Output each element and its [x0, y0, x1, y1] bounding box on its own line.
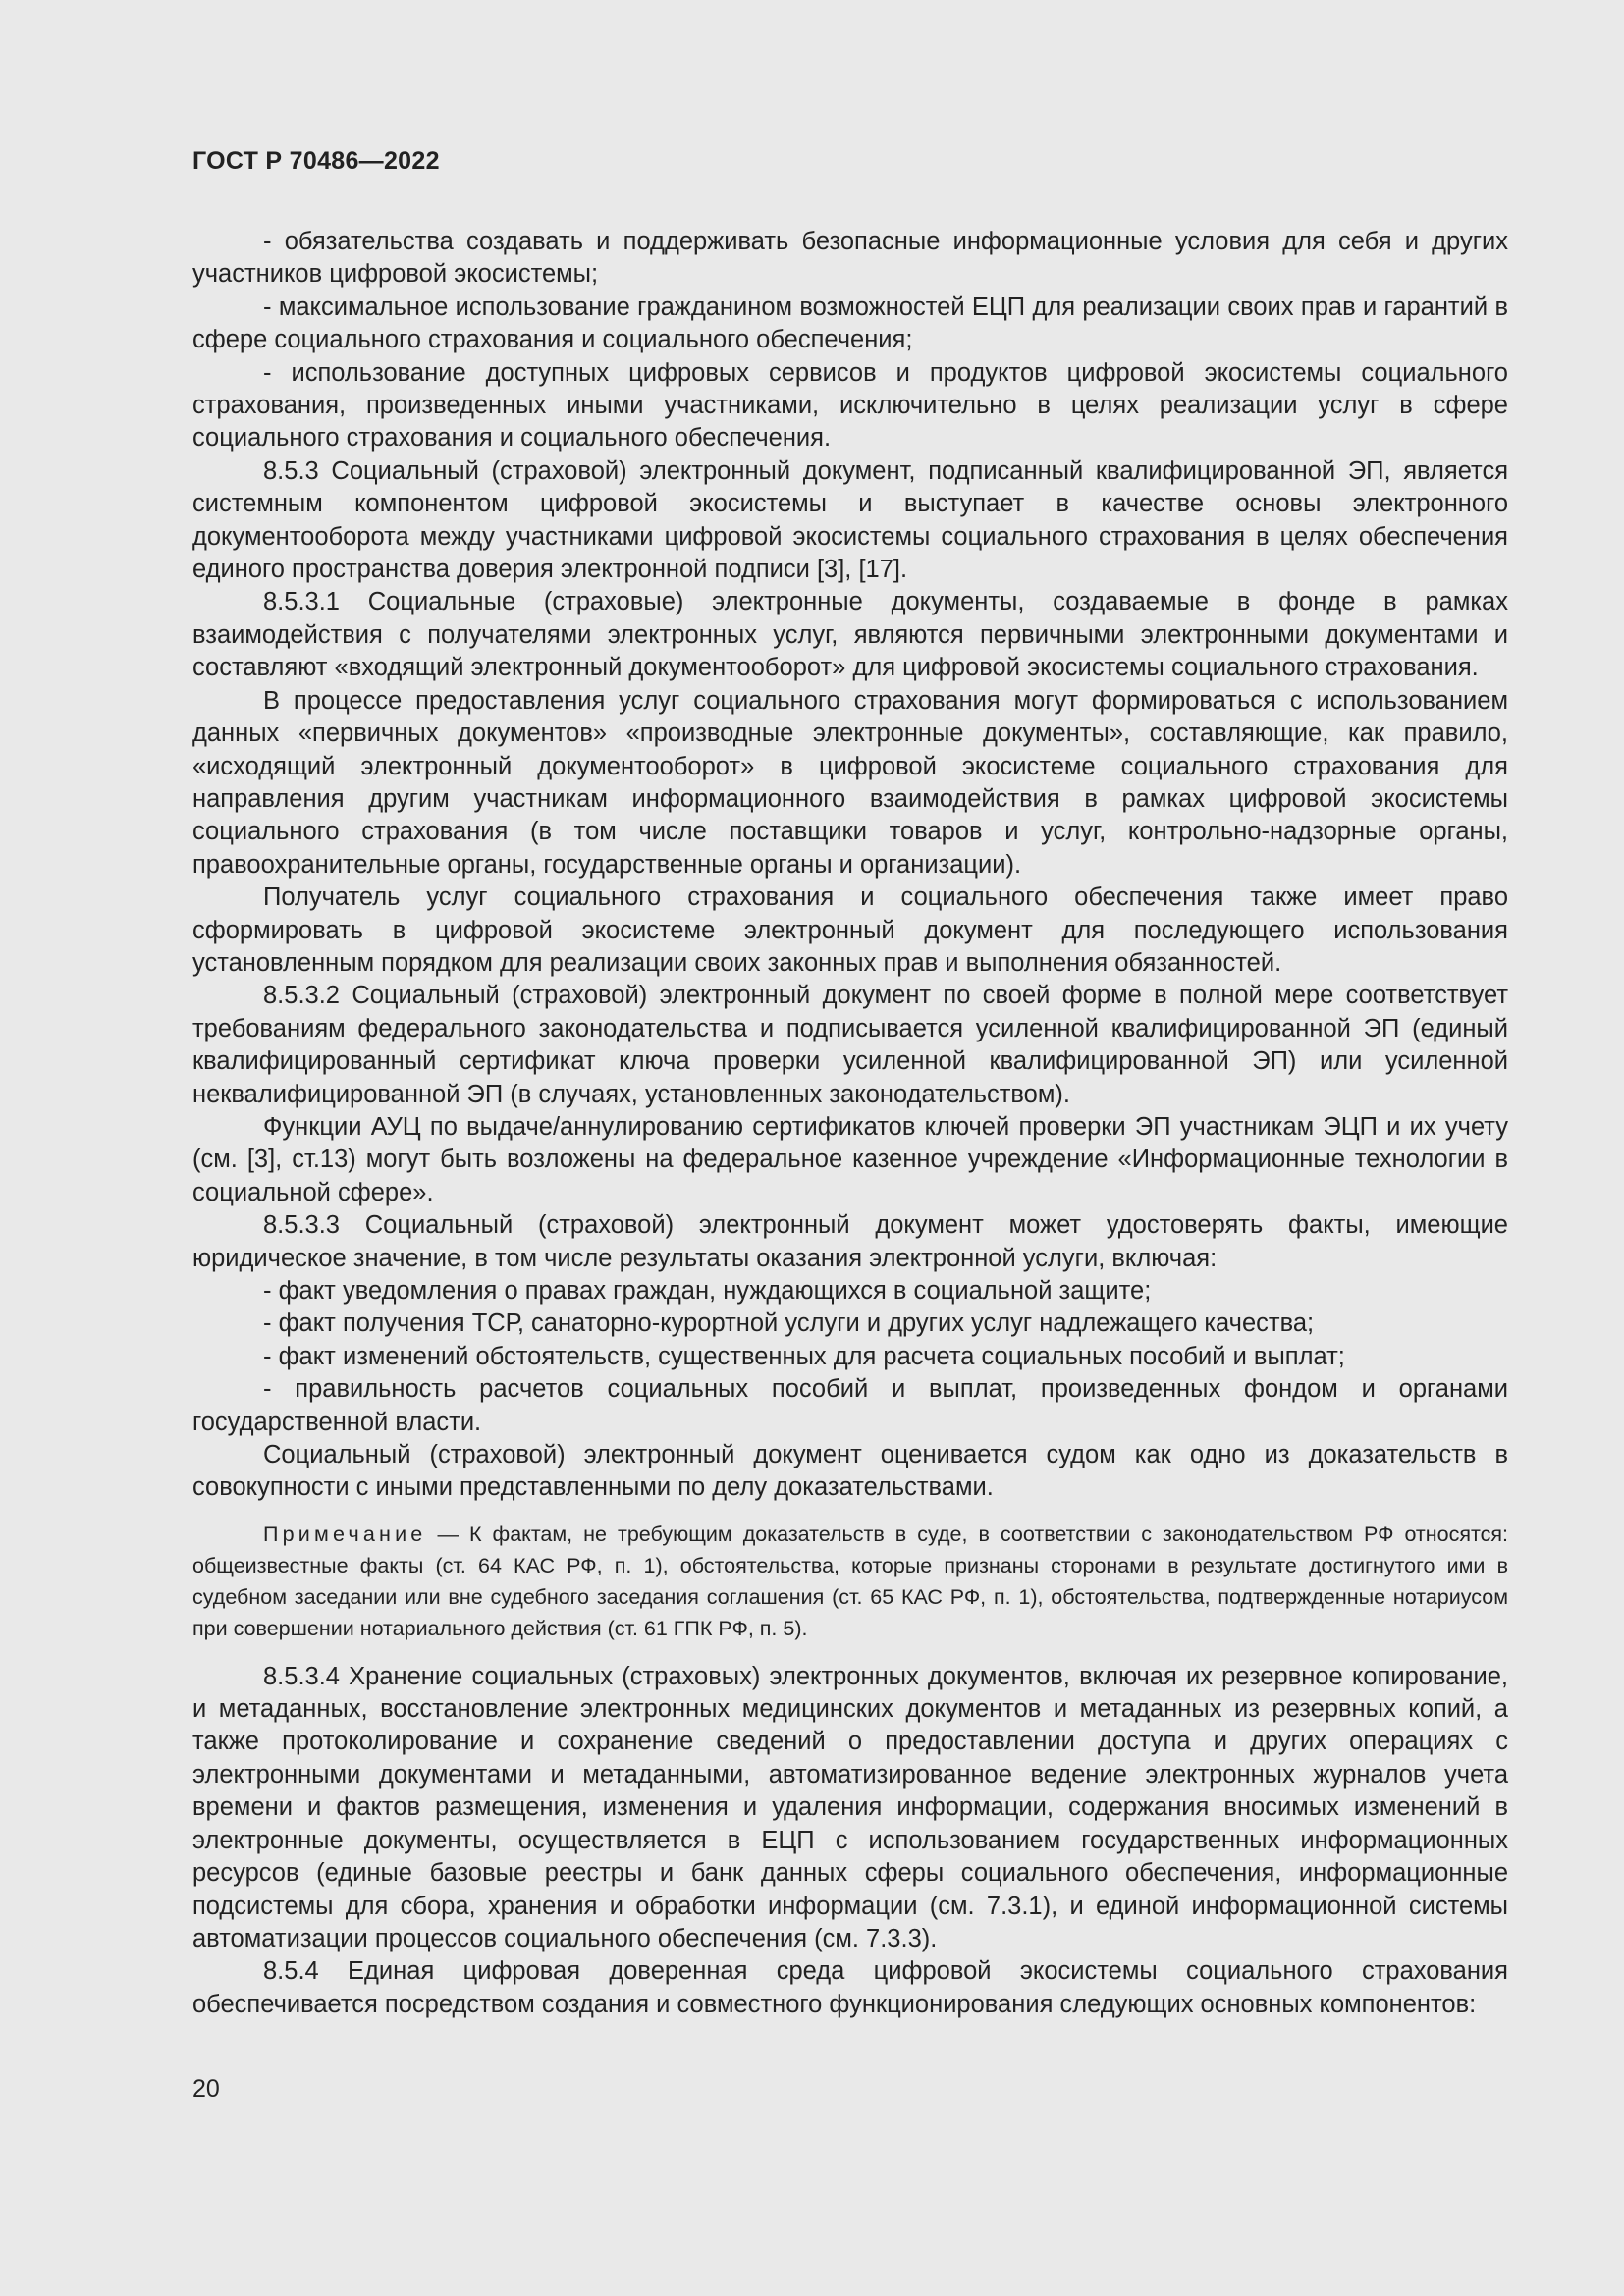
paragraph-8-5-3: 8.5.3 Социальный (страховой) электронный документ, подписанный квалифицированной ЭП, является системным компонентом цифровой экосистемы и выступает в качестве основы электронного документооборота между участниками цифровой экосистемы социального страхования в целях обеспечения единого пространства доверия электронной подписи [3], [17]. [192, 456, 1508, 584]
paragraph-8-5-3-3: 8.5.3.3 Социальный (страховой) электронный документ может удостоверять факты, имеющие юридическое значение, в том числе результаты оказания электронной услуги, включая: [192, 1211, 1508, 1272]
paragraph-derived-documents: В процессе предоставления услуг социального страхования могут формироваться с использованием данных «первичных документов» «производные электронные документы», составляющие, как правило, «исходящий электронный документооборот» в цифровой экосистеме социального страхования для направления другим участникам информационного взаимодействия в рамках цифровой экосистемы социального страхования (в том числе поставщики товаров и услуг, контрольно-надзорные органы, правоохранительные органы, государственные органы и организации). [192, 686, 1508, 879]
paragraph-bullet-notification: - факт уведомления о правах граждан, нуждающихся в социальной защите; [263, 1277, 1152, 1305]
paragraph-bullet-circumstances: - факт изменений обстоятельств, существенных для расчета социальных пособий и выплат; [263, 1342, 1345, 1370]
paragraph-bullet-digital-services: - использование доступных цифровых сервисов и продуктов цифровой экосистемы социального страхования, произведенных иными участниками, исключительно в целях реализации услуг в сфере социального страхования и социального обеспечения. [192, 358, 1508, 453]
paragraph-8-5-4: 8.5.4 Единая цифровая доверенная среда цифровой экосистемы социального страхования обеспечивается посредством создания и совместного функционирования следующих основных компонентов: [192, 1957, 1508, 2018]
paragraph-8-5-3-1: 8.5.3.1 Социальные (страховые) электронные документы, создаваемые в фонде в рамках взаимодействия с получателями электронных услуг, являются первичными электронными документами и составляют «входящий электронный документооборот» для цифровой экосистемы социального страхования. [192, 588, 1508, 682]
paragraph-auc-functions: Функции АУЦ по выдаче/аннулированию сертификатов ключей проверки ЭП участникам ЭЦП и их учету (см. [3], ст.13) могут быть возложены на федеральное казенное учреждение «Информационные технологии в социальной сфере». [192, 1112, 1508, 1206]
document-body [192, 226, 1508, 2021]
paragraph-bullet-max-use: - максимальное использование гражданином возможностей ЕЦП для реализации своих прав и гарантий в сфере социального страхования и социального обеспечения; [192, 293, 1508, 354]
note-label: Примечание [263, 1522, 427, 1546]
paragraph-recipient-rights: Получатель услуг социального страхования и социального обеспечения также имеет право сформировать в цифровой экосистеме электронный документ для последующего использования установленным порядком для реализации своих законных прав и выполнения обязанностей. [192, 883, 1508, 977]
document-header-code: ГОСТ Р 70486—2022 [192, 147, 440, 175]
paragraph-8-5-3-2: 8.5.3.2 Социальный (страховой) электронный документ по своей форме в полной мере соответствует требованиям федерального законодательства и подписывается усиленной квалифицированной ЭП (единый квалифицированный сертификат ключа проверки усиленной квалифицированной ЭП) или усиленной неквалифицированной ЭП (в случаях, установленных законодательством). [192, 982, 1508, 1108]
paragraph-bullet-obligations: - обязательства создавать и поддерживать безопасные информационные условия для себя и других участников цифровой экосистемы; [192, 228, 1508, 289]
page-number: 20 [192, 2075, 220, 2103]
paragraph-bullet-calculations: - правильность расчетов социальных пособий и выплат, произведенных фондом и органами государственной власти. [192, 1375, 1508, 1436]
note-text: — К фактам, не требующим доказательств в суде, в соответствии с законодательством РФ относятся: общеизвестные факты (ст. 64 КАС РФ, п. 1), обстоятельства, которые признаны сторонами в результате достигнутого ими в судебном заседании или вне судебного заседания соглашения (ст. 65 КАС РФ, п. 1), обстоятельства, подтвержденные нотариусом при совершении нотариального действия (ст. 61 ГПК РФ, п. 5). [192, 1522, 1508, 1641]
note-block [192, 1519, 1508, 1645]
paragraph-bullet-tsr: - факт получения ТСР, санаторно-курортной услуги и других услуг надлежащего качества; [263, 1309, 1315, 1338]
paragraph-court-evidence: Социальный (страховой) электронный документ оценивается судом как одно из доказательств в совокупности с иными представленными по делу доказательствами. [192, 1441, 1508, 1502]
paragraph-8-5-3-4: 8.5.3.4 Хранение социальных (страховых) электронных документов, включая их резервное копирование, и метаданных, восстановление электронных медицинских документов и метаданных из резервных копий, а также протоколирование и сохранение сведений о предоставлении доступа и других операциях с электронными документами и метаданными, автоматизированное ведение электронных журналов учета времени и фактов размещения, изменения и удаления информации, содержания вносимых изменений в электронные документы, осуществляется в ЕЦП с использованием государственных информационных ресурсов (единые базовые реестры и банк данных сферы социального обеспечения, информационные подсистемы для сбора, хранения и обработки информации (см. 7.3.1), и единой информационной системы автоматизации процессов социального обеспечения (см. 7.3.3). [192, 1662, 1508, 1952]
